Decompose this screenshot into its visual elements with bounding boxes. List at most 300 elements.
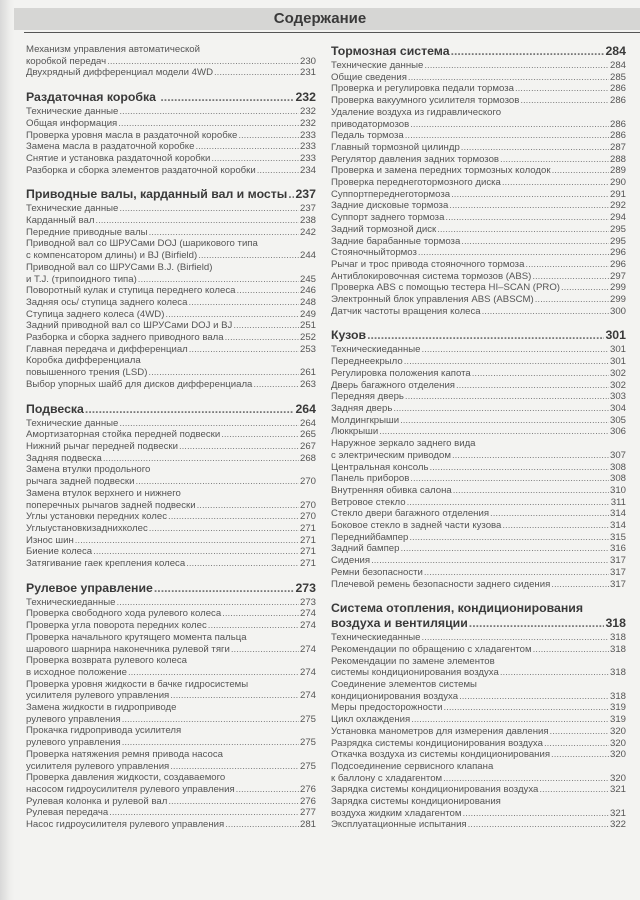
toc-entry[interactable] — [26, 355, 316, 378]
entry-last-line — [331, 450, 626, 462]
toc-entry[interactable] — [331, 177, 626, 189]
toc-entry[interactable] — [331, 154, 626, 166]
page-number: 320 — [609, 725, 626, 737]
toc-entry[interactable] — [331, 761, 626, 784]
dot-leader — [138, 274, 299, 286]
dot-leader — [424, 567, 609, 579]
entry-last-line — [26, 714, 316, 726]
section-heading[interactable] — [26, 187, 316, 202]
dot-leader — [500, 154, 609, 166]
section-heading[interactable] — [26, 581, 316, 596]
toc-entry[interactable] — [331, 415, 626, 427]
toc-entry[interactable] — [26, 227, 316, 239]
entry-title: Задняя подвеска — [26, 452, 102, 464]
entry-title-line: Замена втулок верхнего и нижнего — [26, 487, 181, 499]
toc-entry[interactable] — [331, 508, 626, 520]
entry-title: Переднеекрыло — [331, 356, 403, 368]
page-number: 267 — [299, 440, 316, 452]
page-number: 232 — [299, 117, 316, 129]
page-number: 306 — [609, 426, 626, 438]
entry-title: рулевого управления — [26, 737, 121, 749]
entry-title: Регулятор давления задних тормозов — [331, 153, 500, 165]
entry-title: приводатормозов — [331, 118, 410, 130]
dot-leader — [469, 616, 605, 631]
entry-title: Рулевая передача — [26, 807, 109, 819]
entry-title: Откачка воздуха из системы кондиционирования — [331, 749, 551, 761]
page-number: 322 — [609, 819, 626, 831]
toc-entry[interactable] — [331, 784, 626, 796]
toc-entry[interactable] — [26, 297, 316, 309]
dot-leader — [552, 165, 609, 177]
toc-entry[interactable] — [331, 344, 626, 356]
page-number: 261 — [299, 367, 316, 379]
dot-leader — [135, 476, 299, 488]
entry-title-line: Проверка возврата рулевого колеса — [26, 655, 187, 667]
toc-entry[interactable] — [26, 418, 316, 430]
dot-leader — [461, 142, 609, 154]
dot-leader — [400, 415, 609, 427]
entry-title: Боковое стекло в задней части кузова — [331, 520, 502, 532]
toc-entry[interactable] — [331, 306, 626, 318]
toc-entry[interactable] — [331, 200, 626, 212]
entry-title: Молдингкрыши — [331, 414, 400, 426]
entry-title: Разборка и сборка заднего приводного вала — [26, 332, 224, 344]
dot-leader — [149, 227, 299, 239]
page-number: 301 — [609, 344, 626, 356]
entry-title: повышенного трения (LSD) — [26, 367, 148, 379]
toc-entry[interactable] — [26, 44, 316, 67]
toc-section — [26, 90, 316, 176]
entry-title-line: Удаление воздуха из гидравлического — [331, 106, 502, 118]
page-number: 318 — [609, 632, 626, 644]
toc-entry[interactable] — [26, 608, 316, 620]
page-number: 321 — [609, 784, 626, 796]
entry-title: Меры предосторожности — [331, 702, 443, 714]
section-heading[interactable] — [331, 44, 626, 59]
dot-leader — [561, 282, 609, 294]
entry-title-line: Система отопления, кондиционирования — [331, 601, 583, 616]
toc-entry[interactable] — [331, 714, 626, 726]
entry-last-line — [331, 808, 626, 820]
dot-leader — [445, 212, 609, 224]
dot-leader — [421, 632, 609, 644]
page-number: 289 — [609, 165, 626, 177]
toc-entry[interactable] — [331, 224, 626, 236]
toc-entry[interactable] — [26, 620, 316, 632]
toc-entry[interactable] — [26, 464, 316, 487]
toc-entry[interactable] — [331, 532, 626, 544]
toc-entry[interactable] — [331, 656, 626, 679]
toc-entry[interactable] — [26, 535, 316, 547]
dot-leader — [424, 60, 609, 72]
toc-entry[interactable] — [331, 819, 626, 831]
page-number: 274 — [299, 608, 316, 620]
toc-entry[interactable] — [26, 379, 316, 391]
entry-title: Цикл охлаждения — [331, 714, 411, 726]
page-number: 273 — [295, 580, 316, 595]
toc-entry[interactable] — [26, 511, 316, 523]
toc-entry[interactable] — [26, 118, 316, 130]
page-number: 270 — [299, 476, 316, 488]
entry-title: Внутренняя обивка салона — [331, 484, 452, 496]
toc-entry[interactable] — [331, 95, 626, 107]
entry-title: Задний бампер — [331, 543, 400, 555]
entry-last-line — [26, 737, 316, 749]
toc-entry[interactable] — [331, 60, 626, 72]
entry-title: усилителя рулевого управления — [26, 760, 170, 772]
dot-leader — [367, 328, 604, 343]
page-number: 270 — [299, 499, 316, 511]
toc-entry[interactable] — [26, 453, 316, 465]
page-number: 295 — [609, 223, 626, 235]
entry-title: Центральная консоль — [331, 461, 429, 473]
page-number: 307 — [609, 449, 626, 461]
toc-entry[interactable] — [331, 543, 626, 555]
entry-title: Задний приводной вал со ШРУСами DOJ и BJ — [26, 320, 233, 332]
toc-entry[interactable] — [26, 332, 316, 344]
dot-leader — [208, 620, 299, 632]
toc-entry[interactable] — [331, 391, 626, 403]
toc-entry[interactable] — [26, 725, 316, 748]
toc-entry[interactable] — [331, 356, 626, 368]
dot-leader — [535, 294, 609, 306]
toc-entry[interactable] — [331, 282, 626, 294]
entry-title-line: Наружное зеркало заднего вида — [331, 438, 476, 450]
dot-leader — [404, 356, 609, 368]
toc-entry[interactable] — [26, 523, 316, 535]
entry-title: Рулевая колонка и рулевой вал — [26, 795, 168, 807]
entry-title: в исходное положение — [26, 666, 127, 678]
dot-leader — [119, 203, 299, 215]
page-number: 308 — [609, 473, 626, 485]
entry-title: Подвеска — [26, 401, 84, 416]
page-number: 286 — [609, 95, 626, 107]
toc-entry[interactable] — [331, 294, 626, 306]
entry-title-line: Проверка давления жидкости, создаваемого — [26, 772, 226, 784]
entry-title: Плечевой ремень безопасности заднего сидения — [331, 578, 551, 590]
page-number: 301 — [609, 356, 626, 368]
toc-entry[interactable] — [26, 597, 316, 609]
toc-entry[interactable] — [26, 558, 316, 570]
dot-leader — [405, 130, 609, 142]
toc-entry[interactable] — [331, 212, 626, 224]
toc-entry[interactable] — [331, 555, 626, 567]
dot-leader — [533, 644, 609, 656]
dot-leader — [165, 309, 299, 321]
dot-leader — [472, 368, 609, 380]
toc-entry[interactable] — [26, 238, 316, 261]
page-number: 277 — [299, 807, 316, 819]
entry-title-line: Прокачка гидропривода усилителя — [26, 725, 182, 737]
dot-leader — [211, 153, 299, 165]
entry-title: Углы установки передних колес — [26, 511, 168, 523]
page-number: 299 — [609, 294, 626, 306]
entry-title: Рулевое управление — [26, 580, 153, 595]
toc-entry[interactable] — [26, 546, 316, 558]
section-heading[interactable] — [331, 601, 626, 631]
page-binding-edge — [0, 0, 14, 900]
dot-leader — [253, 379, 299, 391]
dot-leader — [128, 667, 299, 679]
dot-leader — [236, 784, 299, 796]
toc-entry[interactable] — [331, 462, 626, 474]
toc-entry[interactable] — [331, 107, 626, 130]
toc-entry[interactable] — [331, 726, 626, 738]
toc-entry[interactable] — [331, 247, 626, 259]
entry-title-line: Проверка натяжения ремня привода насоса — [26, 748, 223, 760]
dot-leader — [418, 247, 609, 259]
entry-title: Панель приборов — [331, 473, 410, 485]
dot-leader — [525, 259, 609, 271]
entry-title: Проверка и замена передних тормозных колодок — [331, 165, 551, 177]
page-number: 264 — [295, 401, 316, 416]
dot-leader — [405, 391, 609, 403]
page-number: 300 — [609, 305, 626, 317]
entry-title: воздуха жидким хладагентом — [331, 807, 462, 819]
dot-leader — [154, 581, 295, 596]
toc-entry[interactable] — [26, 632, 316, 655]
dot-leader — [502, 520, 609, 532]
toc-entry[interactable] — [331, 473, 626, 485]
page-number: 317 — [609, 555, 626, 567]
entry-title: Кузов — [331, 328, 367, 343]
toc-entry[interactable] — [331, 165, 626, 177]
entry-title: Проверка уровня масла в раздаточной коробке — [26, 129, 238, 141]
page-number: 284 — [605, 44, 626, 58]
page-number: 294 — [609, 212, 626, 224]
toc-entry[interactable] — [331, 567, 626, 579]
toc-entry[interactable] — [26, 807, 316, 819]
toc-entry[interactable] — [331, 632, 626, 644]
entry-last-line — [26, 667, 316, 679]
dot-leader — [93, 546, 299, 558]
entry-title-line: Соединение элементов системы — [331, 679, 477, 691]
toc-entry[interactable] — [26, 819, 316, 831]
toc-entry[interactable] — [331, 485, 626, 497]
entry-title-line: Проверка уровня жидкости в бачке гидросистемы — [26, 678, 249, 690]
dot-leader — [551, 579, 609, 591]
page-number: 271 — [299, 546, 316, 558]
toc-entry[interactable] — [331, 644, 626, 656]
toc-entry[interactable] — [26, 488, 316, 511]
toc-entry[interactable] — [331, 520, 626, 532]
dot-leader — [409, 532, 609, 544]
dot-leader — [490, 508, 609, 520]
entry-title: Разборка и сборка элементов раздаточной коробки — [26, 164, 256, 176]
toc-entry[interactable] — [26, 141, 316, 153]
section-heading[interactable] — [331, 328, 626, 343]
toc-entry[interactable] — [26, 165, 316, 177]
header-divider — [24, 32, 640, 33]
entry-title: Рекомендации по обращению с хладагентом — [331, 643, 532, 655]
page-number: 285 — [609, 71, 626, 83]
page-number: 268 — [299, 452, 316, 464]
page-number: 274 — [299, 666, 316, 678]
page-number: 237 — [299, 203, 316, 215]
dot-leader — [502, 177, 609, 189]
entry-title: усилителя рулевого управления — [26, 690, 170, 702]
entry-title: Проверка угла поворота передних колес — [26, 620, 207, 632]
page-number: 248 — [299, 296, 316, 308]
toc-entry[interactable] — [331, 738, 626, 750]
toc-entry[interactable] — [26, 679, 316, 702]
toc-entry[interactable] — [331, 426, 626, 438]
dot-leader — [393, 403, 609, 415]
dot-leader — [109, 807, 299, 819]
dot-leader — [443, 773, 609, 785]
page-number: 245 — [299, 273, 316, 285]
toc-entry[interactable] — [26, 702, 316, 725]
toc-entry[interactable] — [331, 796, 626, 819]
section-heading[interactable] — [26, 90, 316, 105]
toc-entry[interactable] — [331, 380, 626, 392]
entry-title: воздуха и вентиляции — [331, 616, 468, 631]
entry-title: Зарядка системы кондиционирования воздуха — [331, 784, 539, 796]
page-number: 233 — [299, 152, 316, 164]
dot-leader — [407, 497, 610, 509]
page-number: 318 — [605, 616, 626, 631]
toc-entry[interactable] — [26, 749, 316, 772]
toc-entry[interactable] — [26, 130, 316, 142]
entry-title: Задние дисковые тормоза — [331, 200, 449, 212]
entry-title: Ветровое стекло — [331, 496, 406, 508]
dot-leader — [85, 402, 295, 417]
page-number: 231 — [299, 67, 316, 79]
entry-title-line: Приводной вал со ШРУСами B.J. (Birfield) — [26, 261, 213, 273]
dot-leader — [437, 224, 609, 236]
entry-title-line: Приводной вал со ШРУСами DOJ (шарикового типа — [26, 238, 258, 250]
entry-title: Суппорт заднего тормоза — [331, 212, 445, 224]
toc-entry[interactable] — [26, 320, 316, 332]
dot-leader — [119, 418, 299, 430]
dot-leader — [225, 332, 299, 344]
entry-last-line — [26, 56, 316, 68]
dot-leader — [189, 344, 299, 356]
entry-title: Рычаг и трос привода стояночного тормоза — [331, 258, 525, 270]
toc-entry[interactable] — [26, 215, 316, 227]
page-number: 273 — [299, 596, 316, 608]
toc-entry[interactable] — [331, 72, 626, 84]
toc-entry[interactable] — [331, 579, 626, 591]
toc-entry[interactable] — [331, 497, 626, 509]
page-number: 303 — [609, 391, 626, 403]
entry-title-line: Коробка дифференциала — [26, 355, 141, 367]
toc-entry[interactable] — [26, 796, 316, 808]
dot-leader — [463, 808, 609, 820]
toc-entry[interactable] — [26, 344, 316, 356]
entry-last-line — [331, 691, 626, 703]
dot-leader — [214, 67, 299, 79]
toc-entry[interactable] — [331, 83, 626, 95]
toc-entry[interactable] — [26, 67, 316, 79]
toc-entry[interactable] — [331, 142, 626, 154]
entry-title: Техническиеданные — [331, 344, 421, 356]
page-number: 244 — [299, 250, 316, 262]
toc-entry[interactable] — [26, 655, 316, 678]
page-number: 302 — [609, 379, 626, 391]
toc-left-column — [26, 44, 316, 842]
page-number: 302 — [609, 367, 626, 379]
entry-title: с компенсатором длины) и BJ (Birfield) — [26, 250, 198, 262]
entry-title: поперечных рычагов задней подвески — [26, 499, 196, 511]
toc-entry[interactable] — [26, 203, 316, 215]
entry-title: Проверка вакуумного усилителя тормозов — [331, 95, 520, 107]
dot-leader — [107, 56, 299, 68]
toc-entry[interactable] — [26, 441, 316, 453]
toc-entry[interactable] — [331, 368, 626, 380]
toc-entry[interactable] — [331, 130, 626, 142]
entry-last-line — [26, 784, 316, 796]
toc-entry[interactable] — [331, 679, 626, 702]
entry-title: Общая информация — [26, 117, 118, 129]
toc-entry[interactable] — [26, 285, 316, 297]
dot-leader — [500, 667, 609, 679]
toc-entry[interactable] — [26, 153, 316, 165]
page-number: 265 — [299, 429, 316, 441]
dot-leader — [170, 690, 299, 702]
page-number: 305 — [609, 414, 626, 426]
entry-title: Проверка переднеготормозного диска — [331, 177, 501, 189]
entry-title: Установка манометров для измерения давления — [331, 725, 549, 737]
dot-leader — [75, 535, 299, 547]
page-number: 276 — [299, 795, 316, 807]
toc-entry[interactable] — [331, 403, 626, 415]
toc-entry[interactable] — [26, 106, 316, 118]
toc-entry[interactable] — [331, 189, 626, 201]
entry-last-line — [26, 274, 316, 286]
page-number: 238 — [299, 215, 316, 227]
entry-title: Задние барабанные тормоза — [331, 235, 461, 247]
toc-entry[interactable] — [331, 438, 626, 461]
entry-title: Электронный блок управления ABS (ABSCM) — [331, 294, 534, 306]
entry-title: Дверь багажного отделения — [331, 379, 455, 391]
dot-leader — [198, 250, 299, 262]
toc-entry[interactable] — [26, 772, 316, 795]
entry-title-line: Механизм управления автоматической — [26, 44, 201, 55]
toc-entry[interactable] — [26, 262, 316, 285]
toc-section — [26, 187, 316, 390]
toc-entry[interactable] — [331, 236, 626, 248]
toc-entry[interactable] — [26, 429, 316, 441]
entry-title: Передние приводные валы — [26, 226, 148, 238]
toc-entry[interactable] — [331, 749, 626, 761]
page-number: 301 — [605, 328, 626, 343]
entry-title: Разрядка системы кондиционирования воздуха — [331, 737, 543, 749]
entry-title: Снятие и установка раздаточной коробки — [26, 152, 211, 164]
entry-title: Амортизаторная стойка передней подвески — [26, 429, 221, 441]
page-number: 242 — [299, 226, 316, 238]
toc-entry[interactable] — [26, 309, 316, 321]
entry-title: Технические данные — [26, 203, 119, 215]
dot-leader — [118, 118, 299, 130]
dot-leader — [539, 784, 609, 796]
dot-leader — [122, 737, 299, 749]
page-number: 318 — [609, 643, 626, 655]
entry-title-line: Замена жидкости в гидроприводе — [26, 702, 177, 714]
page-number: 232 — [295, 90, 316, 105]
entry-title: и T.J. (трипоидного типа) — [26, 273, 137, 285]
entry-last-line — [26, 690, 316, 702]
section-heading[interactable] — [26, 402, 316, 417]
toc-entry[interactable] — [331, 702, 626, 714]
page-number: 284 — [609, 60, 626, 71]
entry-title: Насос гидроусилителя рулевого управления — [26, 819, 225, 831]
entry-title: Эксплуатационные испытания — [331, 819, 467, 831]
toc-entry[interactable] — [331, 259, 626, 271]
toc-entry[interactable] — [331, 271, 626, 283]
dot-leader — [160, 90, 294, 105]
entry-title: Педаль тормоза — [331, 130, 404, 142]
